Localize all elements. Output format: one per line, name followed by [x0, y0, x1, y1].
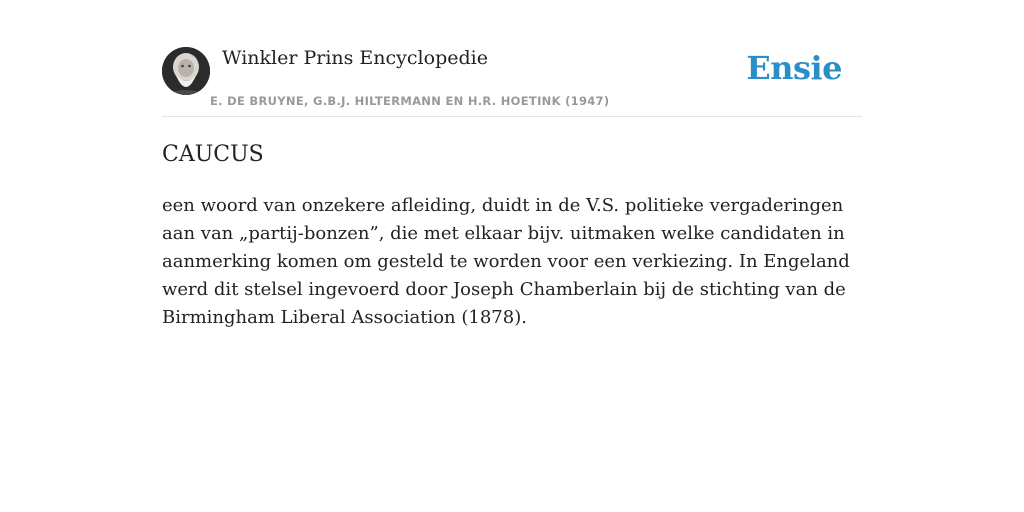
entry-title: CAUCUS [162, 142, 264, 167]
author-avatar-icon [162, 47, 210, 95]
entry-body: een woord van onzekere afleiding, duidt in de V.S. politieke vergaderingen aan van „partij-bonzen”, die met elkaar bijv. uitmaken welke candidaten in aanmerking komen om gesteld te worden voor een verkiezing. In Engeland werd dit stelsel ingevoerd door Joseph Chamberlain bij de stichting van de Birmingham Liberal Association (1878). [162, 195, 850, 328]
source-header [162, 46, 862, 117]
source-authors: E. DE BRUYNE, G.B.J. HILTERMANN EN H.R. HOETINK (1947) [210, 94, 610, 108]
ensie-logo-link[interactable]: Ensie [746, 49, 842, 87]
source-title[interactable]: Winkler Prins Encyclopedie [222, 47, 488, 69]
